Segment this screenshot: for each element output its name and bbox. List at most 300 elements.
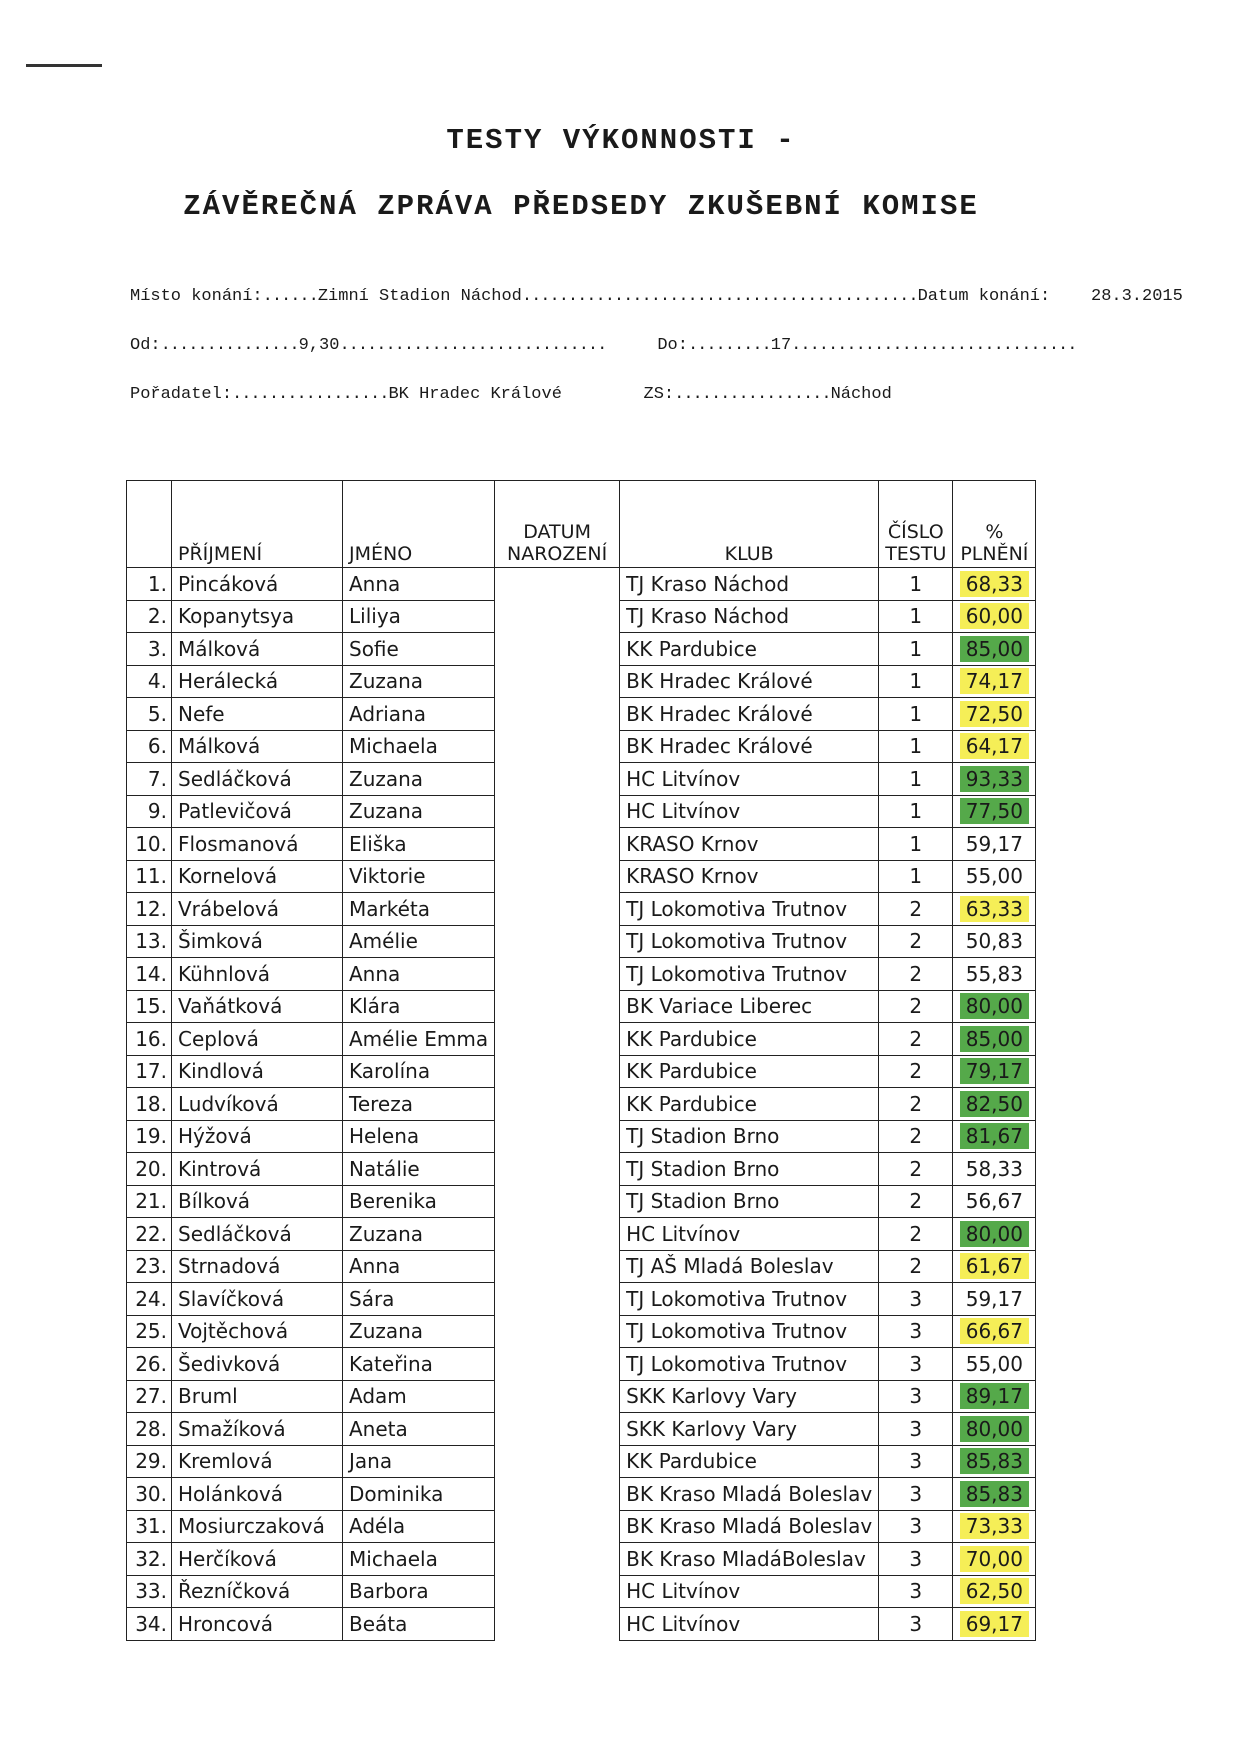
- row-test-number: 2: [879, 990, 953, 1023]
- row-name: Liliya: [343, 600, 495, 633]
- row-surname: Kremlová: [172, 1445, 343, 1478]
- row-test-number: 2: [879, 925, 953, 958]
- percent-value: 60,00: [960, 603, 1029, 629]
- row-percent: [953, 1153, 1036, 1186]
- row-test-number: 2: [879, 1023, 953, 1056]
- row-number: 5.: [127, 698, 172, 731]
- row-percent: [953, 1380, 1036, 1413]
- row-club: BK Hradec Králové: [620, 698, 879, 731]
- row-test-number: 1: [879, 860, 953, 893]
- row-surname: Herčíková: [172, 1543, 343, 1576]
- row-surname: Patlevičová: [172, 795, 343, 828]
- row-number: 11.: [127, 860, 172, 893]
- header-name: JMÉNO: [343, 481, 495, 568]
- row-name: Kateřina: [343, 1348, 495, 1381]
- row-club: KK Pardubice: [620, 1055, 879, 1088]
- row-club: HC Litvínov: [620, 1575, 879, 1608]
- row-name: Beáta: [343, 1608, 495, 1641]
- percent-value: 58,33: [965, 1156, 1023, 1181]
- row-club: BK Kraso MladáBoleslav: [620, 1543, 879, 1576]
- row-birthdate: [495, 1088, 620, 1121]
- row-club: BK Kraso Mladá Boleslav: [620, 1510, 879, 1543]
- row-number: 23.: [127, 1250, 172, 1283]
- table-row: [127, 925, 1036, 958]
- row-birthdate: [495, 665, 620, 698]
- row-test-number: 1: [879, 730, 953, 763]
- percent-value: 73,33: [960, 1513, 1029, 1539]
- table-row: [127, 1218, 1036, 1251]
- table-row: [127, 698, 1036, 731]
- table-row: [127, 958, 1036, 991]
- row-surname: Nefe: [172, 698, 343, 731]
- row-percent: [953, 600, 1036, 633]
- row-number: 16.: [127, 1023, 172, 1056]
- row-number: 17.: [127, 1055, 172, 1088]
- row-number: 34.: [127, 1608, 172, 1641]
- row-club: TJ Lokomotiva Trutnov: [620, 1283, 879, 1316]
- row-number: 12.: [127, 893, 172, 926]
- venue-label: Místo konání:: [130, 287, 263, 306]
- table-row: [127, 1380, 1036, 1413]
- row-surname: Flosmanová: [172, 828, 343, 861]
- row-birthdate: [495, 1413, 620, 1446]
- row-percent: [953, 1445, 1036, 1478]
- row-club: TJ Kraso Náchod: [620, 600, 879, 633]
- row-name: Zuzana: [343, 795, 495, 828]
- row-club: BK Hradec Králové: [620, 730, 879, 763]
- row-number: 4.: [127, 665, 172, 698]
- row-surname: Bílková: [172, 1185, 343, 1218]
- table-row: [127, 568, 1036, 601]
- row-number: 9.: [127, 795, 172, 828]
- organizer-label: Pořadatel:: [130, 385, 233, 404]
- row-surname: Málková: [172, 730, 343, 763]
- row-name: Michaela: [343, 1543, 495, 1576]
- row-test-number: 3: [879, 1315, 953, 1348]
- row-percent: [953, 1250, 1036, 1283]
- row-name: Amélie Emma: [343, 1023, 495, 1056]
- row-surname: Kindlová: [172, 1055, 343, 1088]
- zs-value: Náchod: [830, 385, 892, 404]
- percent-value: 82,50: [960, 1091, 1029, 1117]
- row-number: 20.: [127, 1153, 172, 1186]
- row-number: 15.: [127, 990, 172, 1023]
- row-surname: Pincáková: [172, 568, 343, 601]
- row-test-number: 3: [879, 1445, 953, 1478]
- row-test-number: 3: [879, 1413, 953, 1446]
- table-row: [127, 1478, 1036, 1511]
- row-surname: Šimková: [172, 925, 343, 958]
- row-number: 32.: [127, 1543, 172, 1576]
- row-club: BK Hradec Králové: [620, 665, 879, 698]
- row-number: 7.: [127, 763, 172, 796]
- row-test-number: 2: [879, 1120, 953, 1153]
- row-birthdate: [495, 860, 620, 893]
- percent-value: 68,33: [960, 571, 1029, 597]
- row-percent: [953, 1575, 1036, 1608]
- row-club: KRASO Krnov: [620, 860, 879, 893]
- row-test-number: 1: [879, 665, 953, 698]
- row-number: 28.: [127, 1413, 172, 1446]
- row-test-number: 3: [879, 1283, 953, 1316]
- row-number: 6.: [127, 730, 172, 763]
- row-birthdate: [495, 1510, 620, 1543]
- table-row: [127, 1088, 1036, 1121]
- row-name: Sofie: [343, 633, 495, 666]
- percent-value: 77,50: [960, 798, 1029, 824]
- row-test-number: 2: [879, 1088, 953, 1121]
- row-surname: Málková: [172, 633, 343, 666]
- venue-value: Zimní Stadion Náchod: [317, 287, 522, 306]
- row-name: Eliška: [343, 828, 495, 861]
- row-name: Natálie: [343, 1153, 495, 1186]
- row-number: 21.: [127, 1185, 172, 1218]
- header-percent: % PLNĚNÍ: [953, 481, 1036, 568]
- row-number: 24.: [127, 1283, 172, 1316]
- table-row: [127, 1608, 1036, 1641]
- row-percent: [953, 730, 1036, 763]
- row-club: SKK Karlovy Vary: [620, 1380, 879, 1413]
- header-test-number: ČÍSLO TESTU: [879, 481, 953, 568]
- percent-value: 85,83: [960, 1448, 1029, 1474]
- row-name: Amélie: [343, 925, 495, 958]
- row-club: TJ Lokomotiva Trutnov: [620, 925, 879, 958]
- row-birthdate: [495, 1250, 620, 1283]
- row-surname: Bruml: [172, 1380, 343, 1413]
- table-row: [127, 990, 1036, 1023]
- row-birthdate: [495, 698, 620, 731]
- percent-value: 89,17: [960, 1383, 1029, 1409]
- row-percent: [953, 1543, 1036, 1576]
- percent-value: 64,17: [960, 733, 1029, 759]
- row-name: Adam: [343, 1380, 495, 1413]
- row-name: Zuzana: [343, 665, 495, 698]
- row-surname: Sedláčková: [172, 1218, 343, 1251]
- row-test-number: 2: [879, 1218, 953, 1251]
- row-birthdate: [495, 1478, 620, 1511]
- percent-value: 85,00: [960, 636, 1029, 662]
- row-number: 30.: [127, 1478, 172, 1511]
- row-test-number: 3: [879, 1543, 953, 1576]
- table-row: [127, 1153, 1036, 1186]
- percent-value: 72,50: [960, 701, 1029, 727]
- row-name: Dominika: [343, 1478, 495, 1511]
- row-club: SKK Karlovy Vary: [620, 1413, 879, 1446]
- row-percent: [953, 665, 1036, 698]
- percent-value: 61,67: [960, 1253, 1029, 1279]
- row-name: Adriana: [343, 698, 495, 731]
- row-surname: Strnadová: [172, 1250, 343, 1283]
- table-row: [127, 1348, 1036, 1381]
- row-birthdate: [495, 1153, 620, 1186]
- row-surname: Sedláčková: [172, 763, 343, 796]
- row-name: Barbora: [343, 1575, 495, 1608]
- row-birthdate: [495, 958, 620, 991]
- row-club: KK Pardubice: [620, 633, 879, 666]
- row-birthdate: [495, 1575, 620, 1608]
- row-name: Sára: [343, 1283, 495, 1316]
- row-test-number: 3: [879, 1510, 953, 1543]
- percent-value: 80,00: [960, 1416, 1029, 1442]
- row-test-number: 1: [879, 795, 953, 828]
- organizer-value: BK Hradec Králové: [388, 385, 562, 404]
- percent-value: 79,17: [960, 1058, 1029, 1084]
- table-row: [127, 1575, 1036, 1608]
- row-percent: [953, 1088, 1036, 1121]
- table-row: [127, 795, 1036, 828]
- row-name: Anna: [343, 568, 495, 601]
- row-club: TJ Stadion Brno: [620, 1120, 879, 1153]
- table-header-row: [127, 481, 1036, 568]
- row-number: 14.: [127, 958, 172, 991]
- row-club: KRASO Krnov: [620, 828, 879, 861]
- row-number: 10.: [127, 828, 172, 861]
- table-row: [127, 1120, 1036, 1153]
- row-name: Berenika: [343, 1185, 495, 1218]
- meta-row-organizer: Pořadatel:.................BK Hradec Králové ZS:.................Náchod: [130, 385, 892, 404]
- row-percent: [953, 1283, 1036, 1316]
- row-test-number: 1: [879, 568, 953, 601]
- row-test-number: 2: [879, 958, 953, 991]
- row-test-number: 1: [879, 633, 953, 666]
- row-percent: [953, 568, 1036, 601]
- row-test-number: 2: [879, 1153, 953, 1186]
- row-name: Klára: [343, 990, 495, 1023]
- table-row: [127, 1023, 1036, 1056]
- row-surname: Herálecká: [172, 665, 343, 698]
- percent-value: 66,67: [960, 1318, 1029, 1344]
- row-number: 26.: [127, 1348, 172, 1381]
- row-club: TJ Lokomotiva Trutnov: [620, 1315, 879, 1348]
- from-label: Od:: [130, 336, 161, 355]
- percent-value: 74,17: [960, 668, 1029, 694]
- table-row: [127, 633, 1036, 666]
- row-name: Karolína: [343, 1055, 495, 1088]
- scan-mark: [26, 64, 102, 67]
- table-row: [127, 1445, 1036, 1478]
- row-club: KK Pardubice: [620, 1023, 879, 1056]
- row-test-number: 1: [879, 763, 953, 796]
- from-value: 9,30: [298, 336, 340, 355]
- row-test-number: 3: [879, 1380, 953, 1413]
- percent-value: 85,83: [960, 1481, 1029, 1507]
- percent-value: 69,17: [960, 1611, 1029, 1637]
- row-club: KK Pardubice: [620, 1088, 879, 1121]
- row-birthdate: [495, 1543, 620, 1576]
- row-number: 33.: [127, 1575, 172, 1608]
- header-club: KLUB: [620, 481, 879, 568]
- row-surname: Slavíčková: [172, 1283, 343, 1316]
- row-test-number: 2: [879, 1185, 953, 1218]
- row-birthdate: [495, 1380, 620, 1413]
- row-percent: [953, 795, 1036, 828]
- row-surname: Mosiurczaková: [172, 1510, 343, 1543]
- table-row: [127, 1413, 1036, 1446]
- row-percent: [953, 860, 1036, 893]
- row-birthdate: [495, 893, 620, 926]
- row-percent: [953, 1478, 1036, 1511]
- percent-value: 59,17: [965, 831, 1023, 856]
- row-number: 22.: [127, 1218, 172, 1251]
- row-number: 18.: [127, 1088, 172, 1121]
- row-percent: [953, 1218, 1036, 1251]
- header-birthdate: DATUM NAROZENÍ: [495, 481, 620, 568]
- percent-value: 55,00: [965, 1351, 1023, 1376]
- row-birthdate: [495, 990, 620, 1023]
- date-value: 28.3.2015: [1091, 287, 1183, 306]
- row-surname: Kintrová: [172, 1153, 343, 1186]
- row-test-number: 3: [879, 1478, 953, 1511]
- row-surname: Ludvíková: [172, 1088, 343, 1121]
- row-percent: [953, 763, 1036, 796]
- row-surname: Vojtěchová: [172, 1315, 343, 1348]
- percent-value: 85,00: [960, 1026, 1029, 1052]
- row-percent: [953, 698, 1036, 731]
- row-percent: [953, 1120, 1036, 1153]
- row-number: 1.: [127, 568, 172, 601]
- row-test-number: 3: [879, 1348, 953, 1381]
- row-test-number: 2: [879, 1055, 953, 1088]
- document-title-line1: TESTY VÝKONNOSTI -: [446, 124, 796, 157]
- percent-value: 93,33: [960, 766, 1029, 792]
- table-row: [127, 730, 1036, 763]
- row-birthdate: [495, 1023, 620, 1056]
- row-name: Anna: [343, 958, 495, 991]
- row-name: Anna: [343, 1250, 495, 1283]
- table-row: [127, 1055, 1036, 1088]
- row-percent: [953, 1023, 1036, 1056]
- row-birthdate: [495, 795, 620, 828]
- row-number: 25.: [127, 1315, 172, 1348]
- table-row: [127, 860, 1036, 893]
- table-row: [127, 1250, 1036, 1283]
- row-number: 31.: [127, 1510, 172, 1543]
- row-number: 27.: [127, 1380, 172, 1413]
- row-birthdate: [495, 1185, 620, 1218]
- row-surname: Ceplová: [172, 1023, 343, 1056]
- row-surname: Vaňátková: [172, 990, 343, 1023]
- percent-value: 81,67: [960, 1123, 1029, 1149]
- row-birthdate: [495, 828, 620, 861]
- row-percent: [953, 1348, 1036, 1381]
- row-name: Helena: [343, 1120, 495, 1153]
- row-surname: Vrábelová: [172, 893, 343, 926]
- row-name: Michaela: [343, 730, 495, 763]
- row-number: 13.: [127, 925, 172, 958]
- row-test-number: 2: [879, 893, 953, 926]
- row-surname: Hroncová: [172, 1608, 343, 1641]
- row-percent: [953, 1510, 1036, 1543]
- percent-value: 59,17: [965, 1286, 1023, 1311]
- document-title-line2: ZÁVĚREČNÁ ZPRÁVA PŘEDSEDY ZKUŠEBNÍ KOMISE: [183, 190, 979, 223]
- row-surname: Kopanytsya: [172, 600, 343, 633]
- table-row: [127, 1510, 1036, 1543]
- row-birthdate: [495, 1445, 620, 1478]
- row-birthdate: [495, 1055, 620, 1088]
- row-surname: Smažíková: [172, 1413, 343, 1446]
- row-club: TJ Lokomotiva Trutnov: [620, 1348, 879, 1381]
- row-percent: [953, 925, 1036, 958]
- row-number: 3.: [127, 633, 172, 666]
- row-surname: Kornelová: [172, 860, 343, 893]
- row-club: TJ Lokomotiva Trutnov: [620, 893, 879, 926]
- row-birthdate: [495, 568, 620, 601]
- row-name: Zuzana: [343, 763, 495, 796]
- row-surname: Hýžová: [172, 1120, 343, 1153]
- row-percent: [953, 633, 1036, 666]
- row-birthdate: [495, 1283, 620, 1316]
- row-name: Markéta: [343, 893, 495, 926]
- header-number: [127, 481, 172, 568]
- row-birthdate: [495, 600, 620, 633]
- row-percent: [953, 1055, 1036, 1088]
- row-birthdate: [495, 1608, 620, 1641]
- to-value: 17: [770, 336, 792, 355]
- row-name: Viktorie: [343, 860, 495, 893]
- row-percent: [953, 1608, 1036, 1641]
- percent-value: 70,00: [960, 1546, 1029, 1572]
- row-number: 29.: [127, 1445, 172, 1478]
- row-birthdate: [495, 730, 620, 763]
- table-row: [127, 665, 1036, 698]
- row-club: TJ Kraso Náchod: [620, 568, 879, 601]
- row-club: BK Variace Liberec: [620, 990, 879, 1023]
- percent-value: 50,83: [965, 929, 1023, 954]
- row-percent: [953, 990, 1036, 1023]
- row-birthdate: [495, 1348, 620, 1381]
- percent-value: 80,00: [960, 993, 1029, 1019]
- row-club: HC Litvínov: [620, 1608, 879, 1641]
- to-label: Do:: [657, 336, 688, 355]
- meta-row-time: Od:...............9,30............................. Do:.........17...............................: [130, 336, 1077, 355]
- zs-label: ZS:: [643, 385, 675, 404]
- row-club: KK Pardubice: [620, 1445, 879, 1478]
- percent-value: 80,00: [960, 1221, 1029, 1247]
- row-club: TJ AŠ Mladá Boleslav: [620, 1250, 879, 1283]
- row-number: 19.: [127, 1120, 172, 1153]
- row-birthdate: [495, 1218, 620, 1251]
- table-row: [127, 600, 1036, 633]
- row-percent: [953, 1315, 1036, 1348]
- percent-value: 55,00: [965, 864, 1023, 889]
- table-row: [127, 828, 1036, 861]
- table-row: [127, 1283, 1036, 1316]
- table-row: [127, 893, 1036, 926]
- row-birthdate: [495, 633, 620, 666]
- meta-row-venue: Místo konání:......Zimní Stadion Náchod...........................................Datum konání: 28.3.2015: [130, 287, 1183, 306]
- row-name: Zuzana: [343, 1315, 495, 1348]
- row-birthdate: [495, 1120, 620, 1153]
- percent-value: 63,33: [960, 896, 1029, 922]
- percent-value: 62,50: [960, 1578, 1029, 1604]
- results-table: [126, 480, 1036, 1641]
- row-name: Aneta: [343, 1413, 495, 1446]
- table-row: [127, 763, 1036, 796]
- row-surname: Holánková: [172, 1478, 343, 1511]
- row-number: 2.: [127, 600, 172, 633]
- row-surname: Řezníčková: [172, 1575, 343, 1608]
- row-name: Jana: [343, 1445, 495, 1478]
- percent-value: 55,83: [965, 961, 1023, 986]
- row-test-number: 3: [879, 1608, 953, 1641]
- row-test-number: 1: [879, 828, 953, 861]
- header-surname: PŘÍJMENÍ: [172, 481, 343, 568]
- row-birthdate: [495, 763, 620, 796]
- row-percent: [953, 1185, 1036, 1218]
- row-name: Zuzana: [343, 1218, 495, 1251]
- row-birthdate: [495, 1315, 620, 1348]
- row-club: TJ Stadion Brno: [620, 1153, 879, 1186]
